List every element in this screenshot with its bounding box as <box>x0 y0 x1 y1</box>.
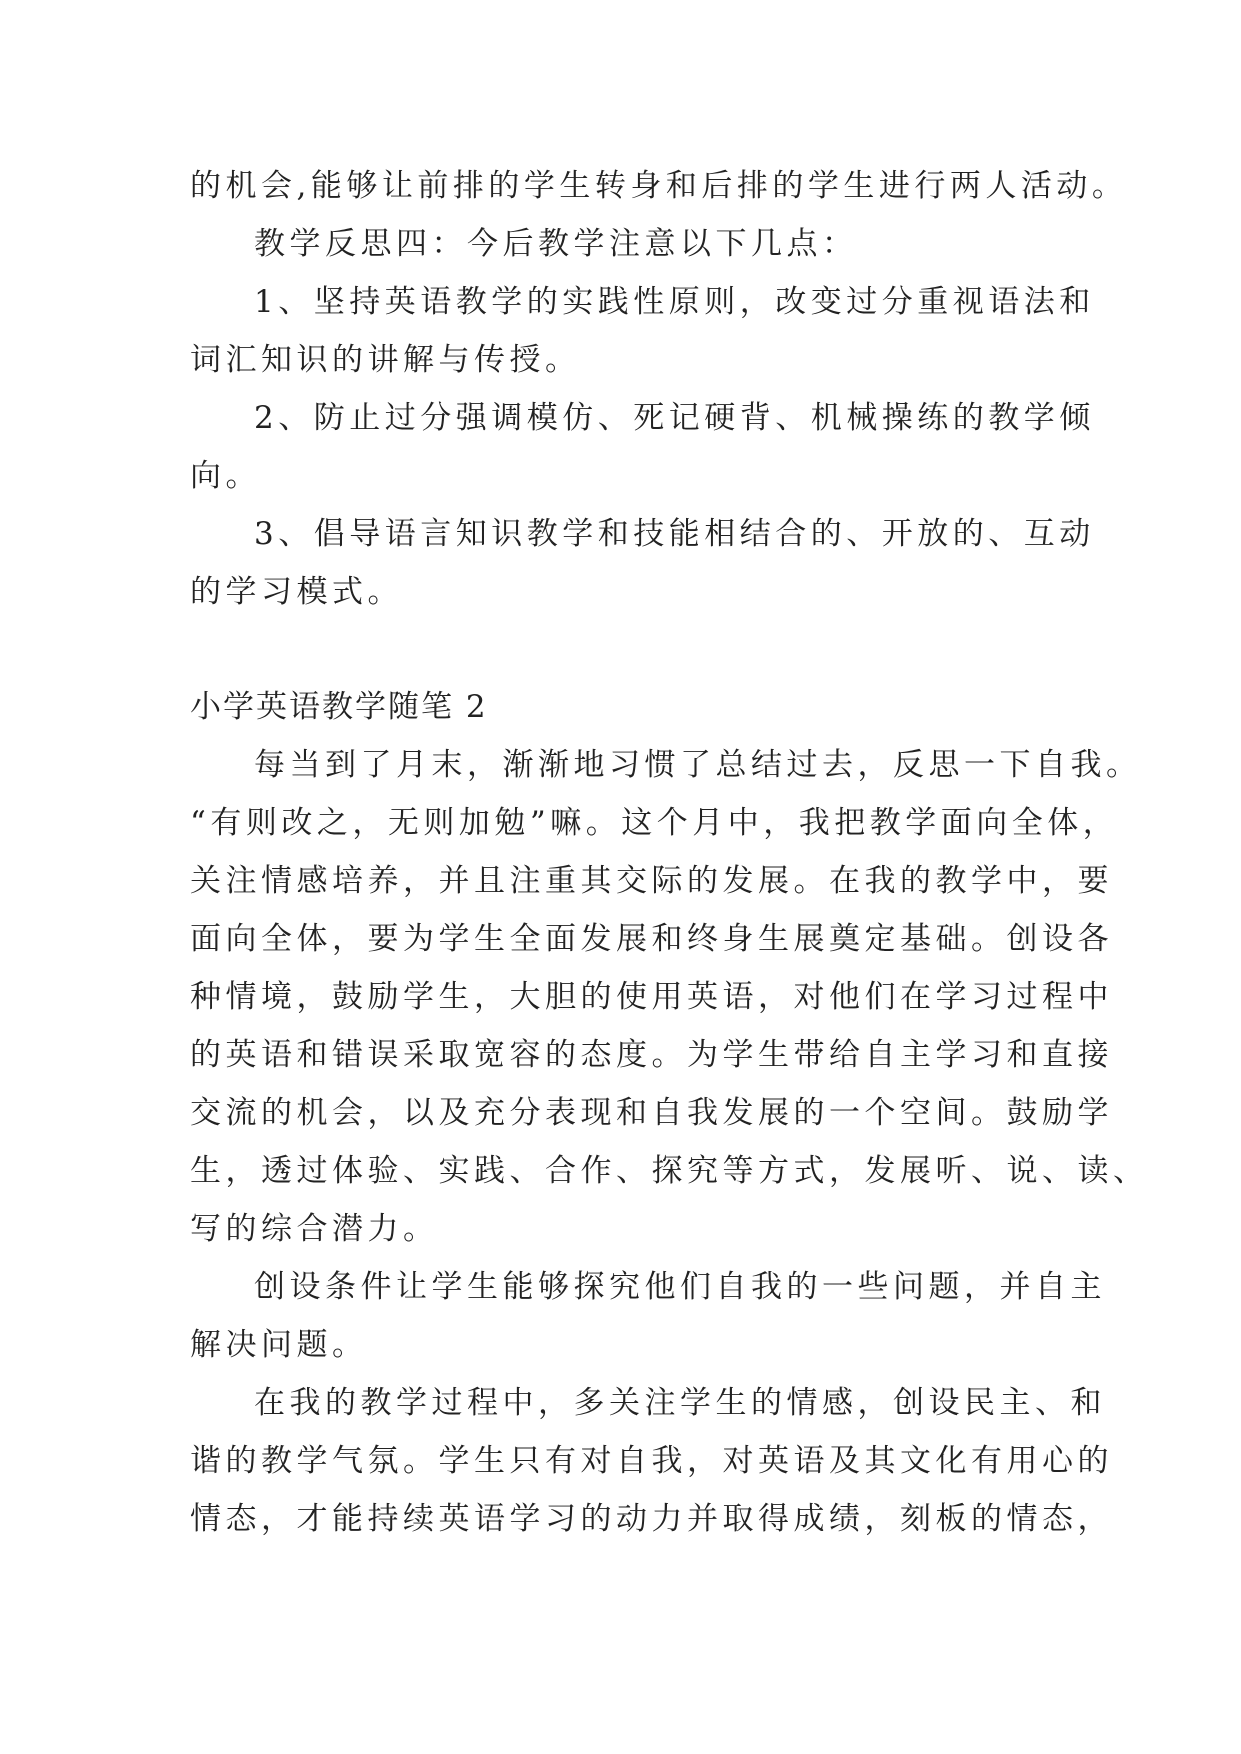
paragraph-line: 解决问题。 <box>190 1327 368 1363</box>
paragraph-line: 交流的机会，以及充分表现和自我发展的一个空间。鼓励学 <box>190 1095 1113 1131</box>
list-item-3: 3、倡导语言知识教学和技能相结合的、开放的、互动 <box>254 516 1095 552</box>
list-item-2: 2、防止过分强调模仿、死记硬背、机械操练的教学倾 <box>254 400 1095 436</box>
section-title: 小学英语教学随笔 2 <box>190 689 488 725</box>
reflection-heading: 教学反思四：今后教学注意以下几点： <box>254 226 858 262</box>
paragraph-line: 谐的教学气氛。学生只有对自我，对英语及其文化有用心的 <box>190 1443 1113 1479</box>
list-item-1-cont: 词汇知识的讲解与传授。 <box>190 342 581 378</box>
paragraph-line: 生，透过体验、实践、合作、探究等方式，发展听、说、读、 <box>190 1153 1149 1189</box>
paragraph-line: 情态，才能持续英语学习的动力并取得成绩，刻板的情态， <box>190 1501 1113 1537</box>
paragraph-line: 面向全体，要为学生全面发展和终身生展奠定基础。创设各 <box>190 921 1113 957</box>
paragraph-line: 在我的教学过程中，多关注学生的情感，创设民主、和 <box>254 1385 1106 1421</box>
paragraph-line: 关注情感培养，并且注重其交际的发展。在我的教学中，要 <box>190 863 1113 899</box>
paragraph-line: 种情境，鼓励学生，大胆的使用英语，对他们在学习过程中 <box>190 979 1113 1015</box>
paragraph-line: 每当到了月末，渐渐地习惯了总结过去，反思一下自我。 <box>254 747 1142 783</box>
list-item-3-cont: 的学习模式。 <box>190 574 403 610</box>
paragraph-line: 的英语和错误采取宽容的态度。为学生带给自主学习和直接 <box>190 1037 1113 1073</box>
list-item-1: 1、坚持英语教学的实践性原则，改变过分重视语法和 <box>254 284 1095 320</box>
list-item-2-cont: 向。 <box>190 458 261 494</box>
paragraph-line: 的机会,能够让前排的学生转身和后排的学生进行两人活动。 <box>190 168 1128 204</box>
paragraph-line: 创设条件让学生能够探究他们自我的一些问题，并自主 <box>254 1269 1106 1305</box>
paragraph-line: 写的综合潜力。 <box>190 1211 439 1247</box>
paragraph-line: “有则改之，无则加勉”嘛。这个月中，我把教学面向全体， <box>190 805 1119 841</box>
